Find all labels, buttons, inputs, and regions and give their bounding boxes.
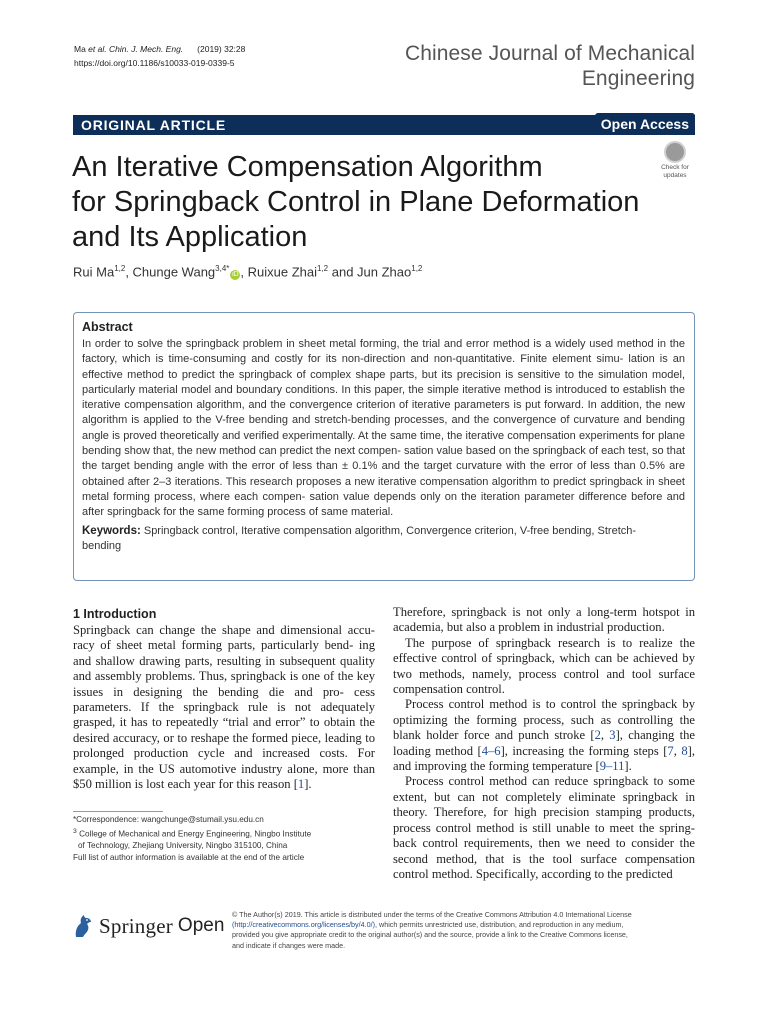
springer-horse-icon: [72, 913, 94, 939]
citation-etal: et al.: [88, 44, 107, 54]
body-line: cess parameters. If the springback rule is not adequately: [73, 684, 376, 715]
keywords-label: Keywords:: [82, 524, 141, 537]
check-updates-icon: [664, 141, 686, 163]
author-affil-sup: 3,4*: [215, 264, 230, 273]
body-line: ing and shallow drawing parts, resulting in subsequent: [73, 638, 375, 668]
journal-name: [405, 41, 695, 91]
body-line: grasped, it has to repeatedly “trial and error” to obtain: [73, 715, 356, 730]
abstract-line: sation value based on the springback of each test, so that the target bending angle with the error of less than ± 0.1%: [82, 445, 685, 473]
citation-line: [74, 44, 183, 54]
citation-link[interactable]: 8: [681, 743, 688, 758]
body-line: academia, but also a problem in industrial production.: [393, 620, 665, 635]
open-access-badge: Open Access: [595, 113, 695, 135]
body-left-column: [73, 606, 375, 792]
abstract-text: [82, 337, 685, 521]
body-line: control method. Specifically, according to the predicted: [393, 866, 673, 881]
section-heading: 1 Introduction: [73, 607, 157, 621]
license-line: provided you give appropriate credit to the original author(s) and the source, provide a link to the Creative Commons license,: [232, 930, 628, 940]
abstract-line: introduced to establish the iterative compensation algorithm, and the convergence criterion of iterative parameters is: [82, 383, 685, 412]
affiliation-line: College of Mechanical and Energy Engineering, Ningbo Institute: [76, 829, 312, 839]
body-line: ,: [673, 743, 682, 758]
body-line: loading method [: [393, 743, 482, 758]
citation-link[interactable]: 1: [297, 777, 305, 792]
body-line: ],: [687, 743, 695, 758]
body-line: optimizing the forming process, such as controlling the: [393, 712, 695, 727]
body-line: two methods, namely, process control and tool surface: [393, 666, 695, 681]
body-line: ].: [624, 759, 632, 774]
body-right-column: [393, 605, 695, 882]
author-affil-sup: 1,2: [317, 264, 329, 273]
body-paragraph: [393, 636, 695, 698]
body-line: extent, but can not completely eliminate springback in: [393, 789, 695, 804]
footnote-divider: [73, 811, 163, 812]
body-line: ], increasing the forming steps [: [500, 743, 668, 758]
body-line: The purpose of springback research is to realize the: [405, 635, 695, 650]
body-line: leading to prolonged production cycle and increased: [73, 730, 375, 761]
body-line: Springback can change the shape and dimensional accu-: [73, 623, 375, 637]
check-updates-label2: updates: [663, 172, 687, 179]
abstract-line: simulation model, particularly material model and boundary conditions. In this paper, the simple iterative method is: [82, 368, 685, 396]
body-line: process control method is still unable to meet the spring-: [393, 820, 695, 835]
abstract-line: put forward. In addition, the new algorithm is applied to the V-free bending and stretch-bending processes, and the: [82, 399, 685, 427]
body-line: quality and assembly problems. Thus, springback is one: [73, 653, 375, 684]
orcid-icon[interactable]: iD: [232, 271, 239, 279]
body-line: Process control method can reduce springback to some: [405, 774, 695, 789]
body-paragraph: [393, 774, 695, 882]
license-line: , which permits unrestricted use, distribution, and reproduction in any medium,: [375, 920, 624, 930]
abstract-line: in the factory, which is time-consuming and costly for its non-direction and non-quantitative. Finite element simu-: [82, 338, 685, 366]
citation-link[interactable]: 4–6: [481, 743, 501, 758]
check-for-updates-button[interactable]: [655, 141, 695, 179]
keywords-text: Springback control, Iterative compensation algorithm, Convergence criterion, V-free bending, Stretch-: [140, 524, 637, 537]
title-line1: An Iterative Compensation Algorithm: [72, 151, 543, 183]
body-line: effective control of springback, which can be achieved by: [393, 651, 695, 666]
body-line: more than $50 million is lost each year for this reason [: [73, 761, 375, 792]
body-paragraph: [73, 623, 375, 792]
citation-journal: Chin. J. Mech. Eng.: [108, 44, 184, 54]
citation-link[interactable]: 2: [594, 728, 601, 743]
author-name[interactable]: and Jun Zhao: [328, 264, 412, 280]
author-name[interactable]: , Chunge Wang: [125, 264, 216, 280]
title-line3: and Its Application: [72, 221, 308, 253]
article-title: [72, 150, 662, 255]
abstract-line: the iterative compensation experiments for plane bending show that, the new method can predict the next compen-: [82, 429, 685, 458]
body-line: Therefore, springback is not only a long-term hotspot in: [393, 605, 695, 619]
journal-name-line2: Engineering: [581, 67, 695, 90]
affiliation-line: of Technology, Zhejiang University, Ningbo 315100, China: [78, 841, 288, 851]
springer-open-logo: [72, 911, 224, 941]
citation-link[interactable]: 3: [609, 728, 616, 743]
abstract-line: sation value depends only on the iteration parameter difference before and after springback for the same forming: [82, 490, 685, 519]
publisher-open-label: Open: [177, 915, 225, 936]
body-line: back control requirements, then we need to consider the: [393, 836, 695, 851]
body-line: ], changing the: [615, 728, 696, 743]
author-list: [73, 264, 422, 280]
body-line: compensation control.: [393, 682, 505, 697]
correspondence-note: *Correspondence: wangchunge@stumail.ysu.edu.cn: [73, 815, 264, 824]
author-info-note: Full list of author information is available at the end of the article: [73, 853, 305, 863]
article-type-label: ORIGINAL ARTICLE: [81, 117, 227, 133]
body-line: the desired accuracy, or to reshape the formed piece,: [73, 715, 375, 745]
body-line: costs. For example, in the US automotive industry alone,: [73, 746, 376, 776]
body-line: racy of sheet metal forming parts, particularly bend-: [73, 638, 354, 653]
body-line: of the key issues in designing the bending die and pro-: [73, 669, 375, 699]
author-name[interactable]: Rui Ma: [73, 264, 115, 280]
author-affil-sup: 1,2: [114, 264, 126, 273]
abstract-line: process of same material.: [267, 506, 394, 519]
body-line: theory. Therefore, for high precision stamping products,: [393, 805, 695, 820]
citation-link[interactable]: 7: [667, 743, 674, 758]
affiliation-note: [73, 826, 373, 841]
article-type-bar: [73, 115, 695, 135]
abstract-line: lation is an effective method to predict the springback of complex shape parts, but its precision is sensitive to the: [82, 353, 685, 381]
body-paragraph: [393, 697, 695, 774]
license-line: and indicate if changes were made.: [232, 940, 346, 950]
body-line: ,: [600, 728, 610, 743]
author-name[interactable]: , Ruixue Zhai: [240, 264, 317, 280]
check-updates-label1: Check for: [661, 164, 689, 171]
citation-block: [74, 42, 259, 70]
abstract-line: convergence of curvature and bending angle is proved theoretically and verified experimentally. At the same time,: [82, 414, 685, 442]
journal-name-line1: Chinese Journal of Mechanical: [404, 42, 695, 65]
citation-year-volume: (2019) 32:28: [197, 44, 246, 54]
publisher-name: Springer: [99, 913, 173, 938]
body-line: Process control method is to control the springback by: [405, 697, 695, 712]
body-line: ].: [304, 777, 312, 792]
abstract-line: In order to solve the springback problem in sheet metal forming, the trial and error method is a widely used method: [82, 338, 654, 350]
footnotes: [73, 814, 373, 864]
abstract-line: and the target curvature with the error of less than 0.5% are obtained after 2–3 iterations. This research proposes a: [82, 460, 686, 488]
license-text: [232, 910, 697, 951]
abstract-heading: Abstract: [82, 320, 133, 334]
license-link[interactable]: (http://creativecommons.org/licenses/by/4.0/): [232, 920, 376, 930]
citation-link[interactable]: 9–11: [599, 759, 625, 774]
body-line: and improving the forming temperature [: [393, 759, 600, 774]
license-line: © The Author(s) 2019. This article is distributed under the terms of the Creative Commons Attribution 4.0 International License: [232, 910, 632, 919]
keywords: [82, 524, 685, 554]
author-affil-sup: 1,2: [411, 264, 423, 273]
citation-authors: Ma: [74, 44, 89, 54]
doi-link[interactable]: https://doi.org/10.1186/s10033-019-0339-5: [74, 58, 235, 68]
body-line: blank holder force and punch stroke [: [393, 728, 595, 743]
keywords-text: bending: [82, 539, 122, 552]
body-paragraph: [393, 605, 695, 636]
affiliation-sup: 3: [73, 827, 77, 835]
abstract-line: new iterative compensation algorithm to predict springback in sheet metal forming process, where each compen-: [82, 475, 685, 503]
title-line2: for Springback Control in Plane Deformation: [72, 186, 640, 218]
abstract-box: [73, 312, 695, 581]
body-line: second method, that is the tool surface compensation: [393, 851, 695, 866]
